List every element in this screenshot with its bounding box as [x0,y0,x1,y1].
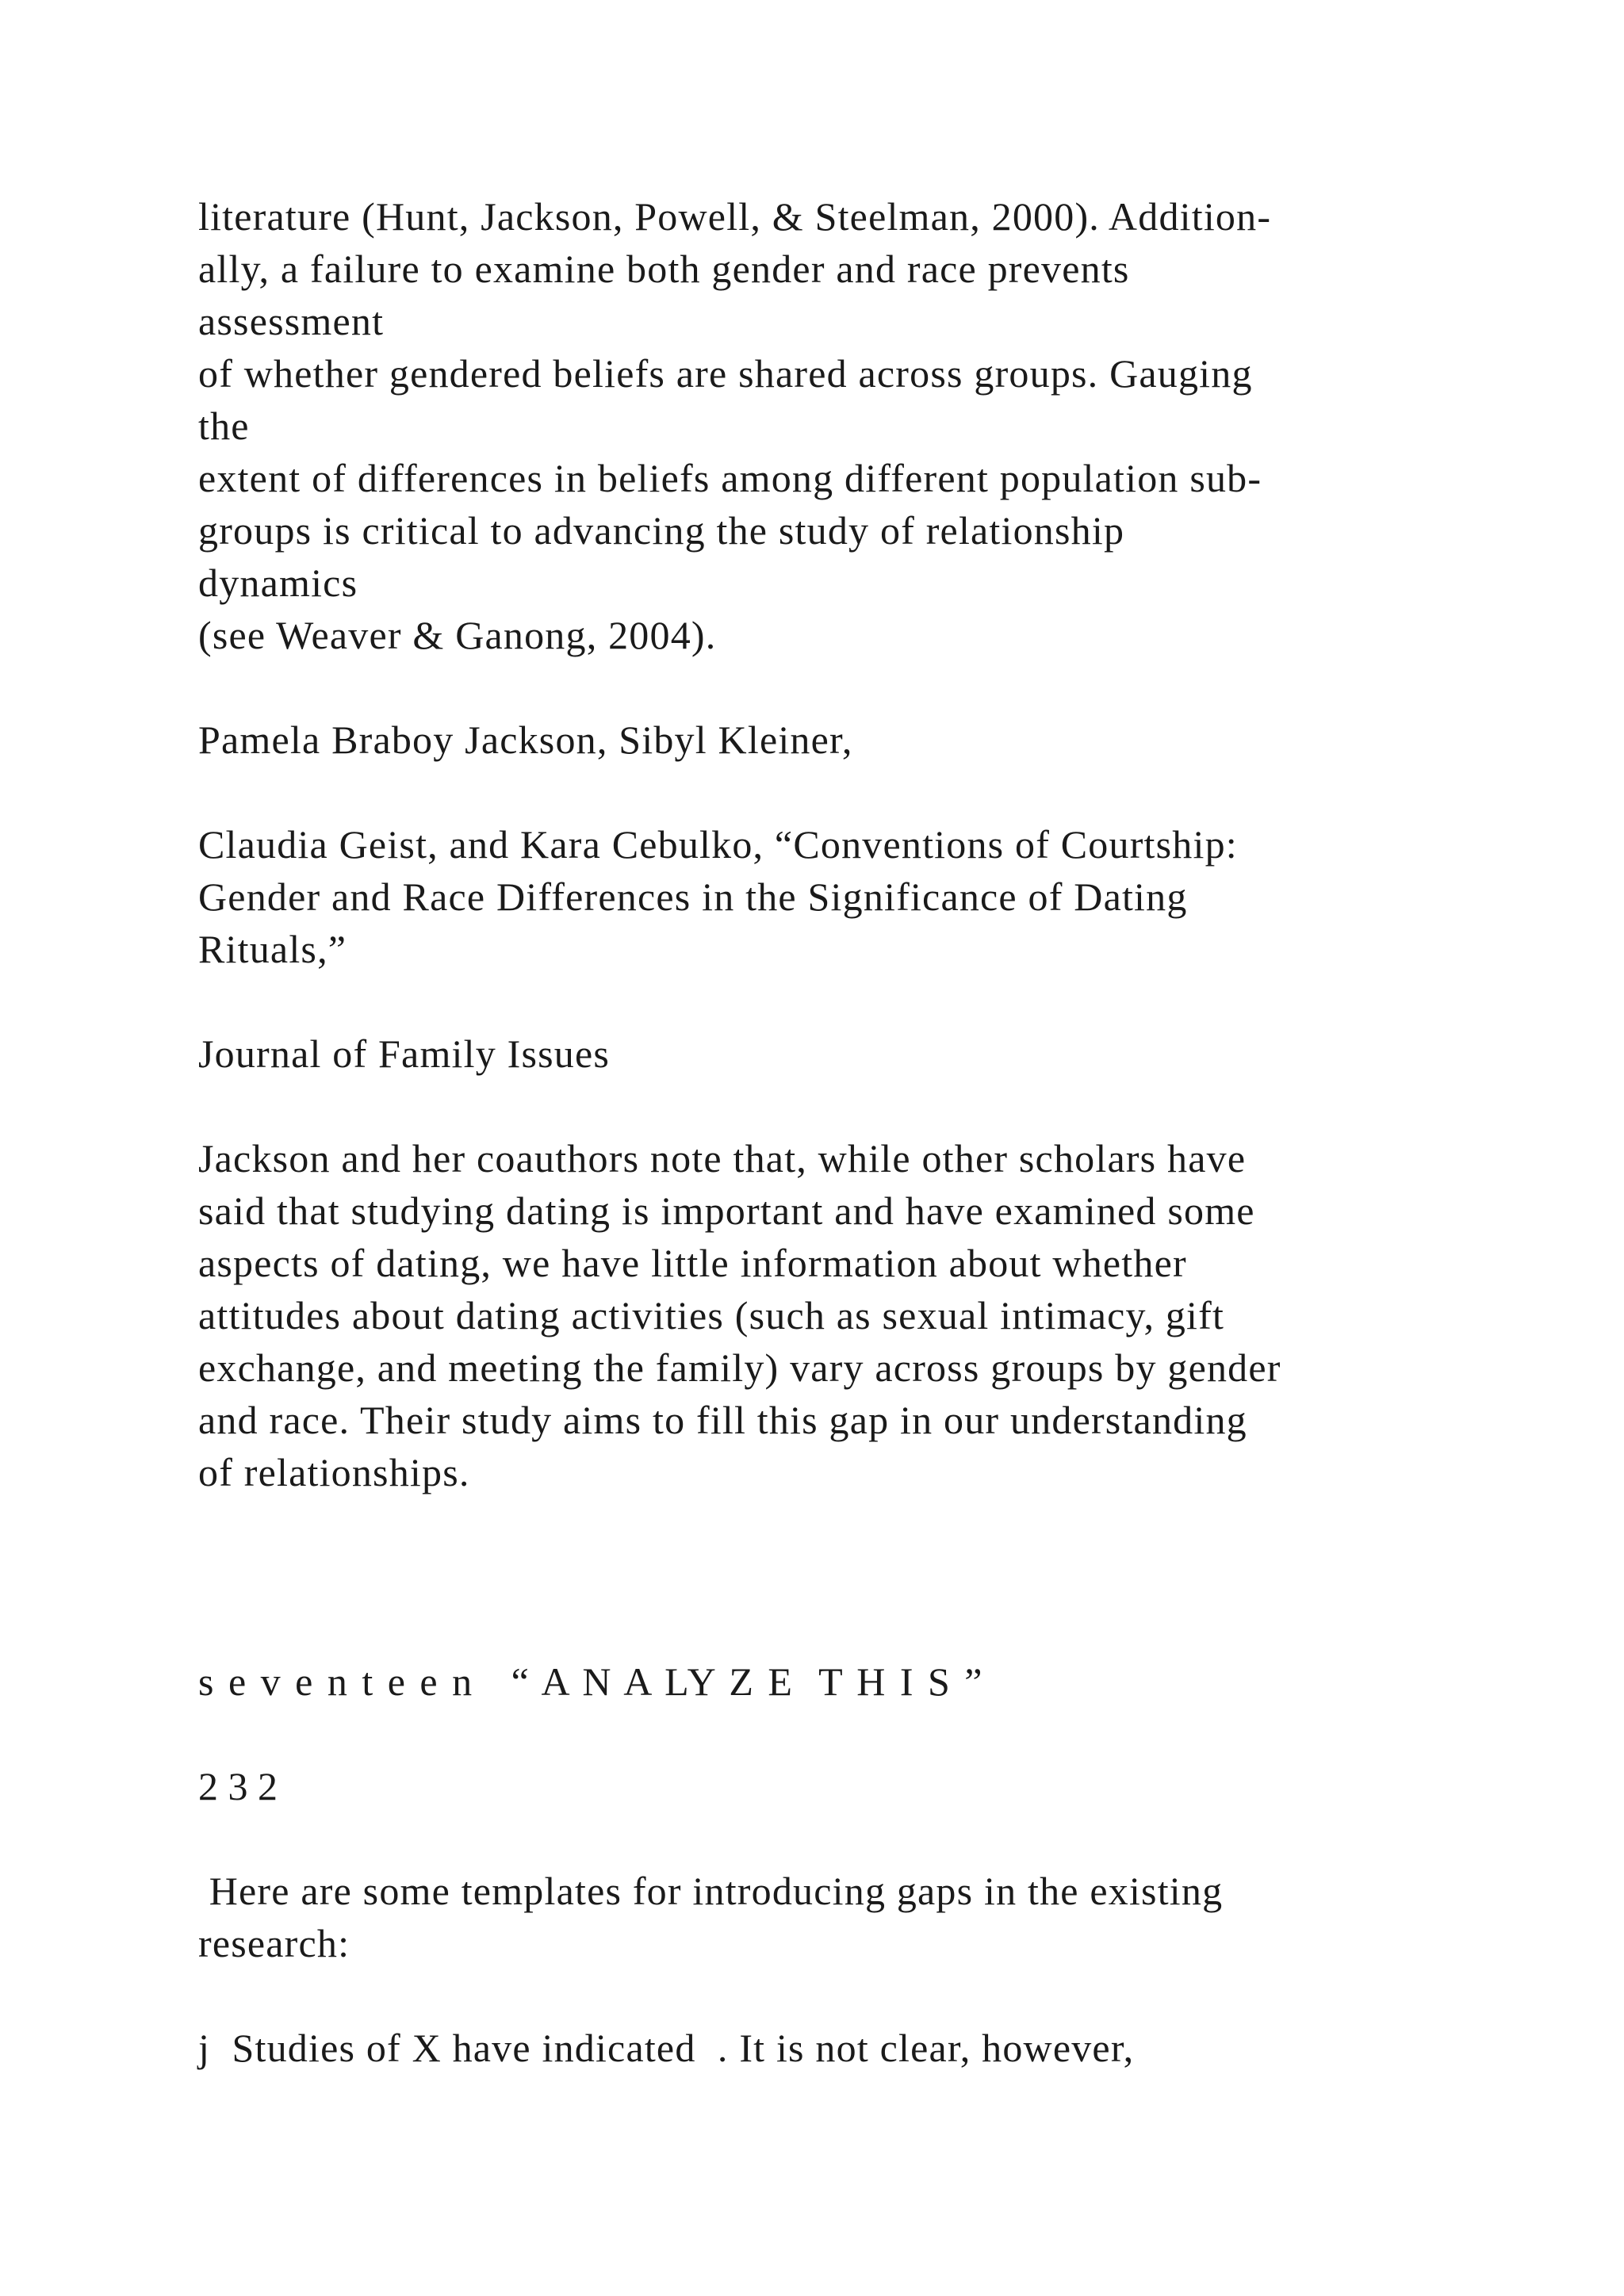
body-text-line: said that studying dating is important and have examined some [198,1188,1255,1233]
template-item: j Studies of X have indicated . It is not clear, however, [198,2026,1135,2070]
templates-intro-line: research: [198,1921,350,1965]
citation-title-line: Claudia Geist, and Kara Cebulko, “Conventions of Courtship: [198,822,1238,867]
body-text-line: attitudes about dating activities (such as sexual intimacy, gift [198,1293,1225,1337]
body-text-line: groups is critical to advancing the study of relationship [198,508,1125,553]
body-text-line: Jackson and her coauthors note that, while other scholars have [198,1136,1247,1181]
body-text-line: and race. Their study aims to fill this gap in our understanding [198,1398,1247,1442]
body-text-line: of whether gendered beliefs are shared across groups. Gauging [198,351,1253,396]
body-text-line: ally, a failure to examine both gender and race prevents [198,247,1130,291]
body-text-line: (see Weaver & Ganong, 2004). [198,613,717,657]
citation-title-line: Gender and Race Differences in the Significance of Dating [198,874,1188,919]
templates-intro-line: Here are some templates for introducing gaps in the existing [198,1869,1224,1913]
running-header: s e v e n t e e n “ A N A LY Z E T H I S ” [198,1659,985,1704]
citation-authors: Pamela Braboy Jackson, Sibyl Kleiner, [198,718,853,762]
body-text-line: the [198,404,250,448]
page-number: 2 3 2 [198,1764,278,1808]
body-text-line: of relationships. [198,1450,470,1494]
citation-journal: Journal of Family Issues [198,1031,611,1076]
body-text-line: extent of differences in beliefs among different population sub- [198,456,1262,500]
body-text-line: exchange, and meeting the family) vary across groups by gender [198,1345,1281,1390]
body-text-line: literature (Hunt, Jackson, Powell, & Steelman, 2000). Addition- [198,194,1272,239]
body-text-line: aspects of dating, we have little information about whether [198,1241,1187,1285]
citation-title-line: Rituals,” [198,927,347,971]
body-text-line: assessment [198,299,385,343]
body-text-line: dynamics [198,561,358,605]
